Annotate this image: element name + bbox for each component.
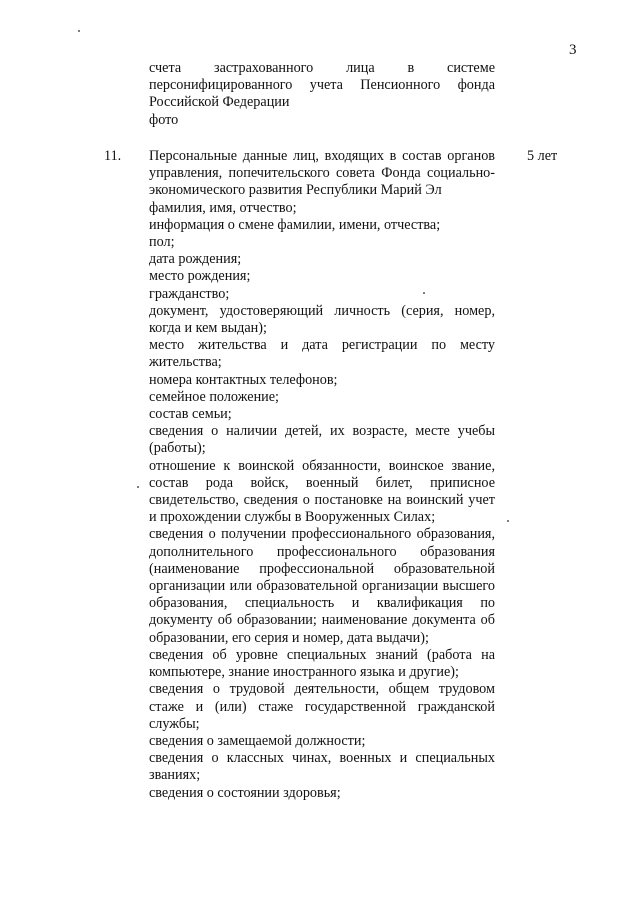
- list-item: место рождения;: [149, 268, 251, 285]
- list-item: сведения о состоянии здоровья;: [149, 784, 341, 801]
- scan-speck: [507, 520, 509, 522]
- list-item: семейное положение;: [149, 388, 279, 405]
- list-item: состав семьи;: [149, 406, 232, 423]
- list-item: пол;: [149, 234, 175, 251]
- list-item: гражданство;: [149, 285, 230, 302]
- continuation-line: счета застрахованного лица в системе персонифицированного учета Пенсионного фонда Российской Федерации: [149, 60, 495, 111]
- scan-speck: [423, 292, 425, 294]
- continuation-line: фото: [149, 111, 179, 128]
- list-item: отношение к воинской обязанности, воинское звание, состав рода войск, военный билет, приписное свидетельство, сведения о постановке на воинский учет и прохождении службы в Вооруженных Силах;: [149, 457, 495, 526]
- scan-speck: [137, 486, 139, 488]
- list-item: место жительства и дата регистрации по месту жительства;: [149, 337, 495, 371]
- list-item: сведения о трудовой деятельности, общем трудовом стаже и (или) стаже государственной гражданской службы;: [149, 681, 495, 732]
- list-item: сведения о наличии детей, их возрасте, месте учебы (работы);: [149, 423, 495, 457]
- list-item: номера контактных телефонов;: [149, 371, 338, 388]
- list-item: сведения о замещаемой должности;: [149, 732, 366, 749]
- scan-speck: [78, 30, 80, 32]
- list-item: сведения об уровне специальных знаний (работа на компьютере, знание иностранного языка и другие);: [149, 646, 495, 681]
- list-item: информация о смене фамилии, имени, отчества;: [149, 216, 441, 233]
- row-number: 11.: [104, 148, 122, 164]
- page-number: 3: [569, 42, 577, 58]
- list-item: сведения о классных чинах, военных и специальных званиях;: [149, 750, 495, 784]
- list-item: фамилия, имя, отчество;: [149, 199, 297, 216]
- list-item: дата рождения;: [149, 251, 242, 268]
- row-content: [149, 148, 495, 802]
- list-item: сведения о получении профессионального образования, дополнительного профессионального образования (наименование профессиональной образовательной организации или образовательной организации высшего образования, специальность и квалификация по документу об образовании; наименование документа об образовании, его серия и номер, дата выдачи);: [149, 526, 495, 646]
- list-item: документ, удостоверяющий личность (серия, номер, когда и кем выдан);: [149, 302, 495, 337]
- retention-period: 5 лет: [527, 148, 558, 164]
- row-title: Персональные данные лиц, входящих в состав органов управления, попечительского совета Фонда социально-экономического развития Республики Марий Эл: [149, 148, 495, 199]
- continuation-block: [149, 60, 495, 129]
